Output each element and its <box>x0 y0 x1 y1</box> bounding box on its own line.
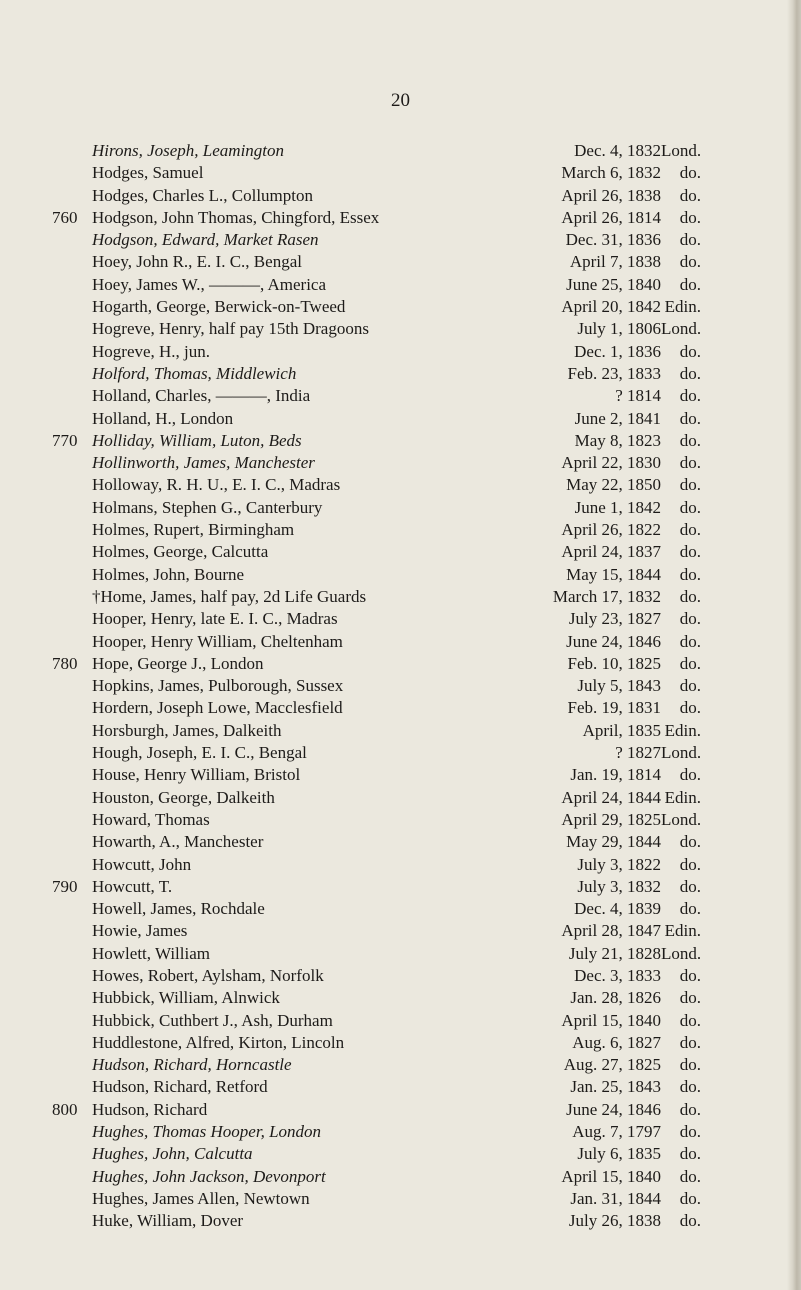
entry-date: Dec. 4, 1832 <box>574 141 661 160</box>
entry-place: Edin. <box>664 921 701 941</box>
entry-name: Houston, George, Dalkeith <box>92 787 275 807</box>
entry-place: Lond. <box>661 743 702 763</box>
entry-date: Jan. 28, 1826 <box>570 988 661 1008</box>
entry-row <box>0 1210 801 1232</box>
entry-row <box>0 564 801 586</box>
entry-row <box>0 1188 801 1210</box>
entry-date: April, 1835 <box>582 720 661 740</box>
entry-date: Feb. 10, 1825 <box>567 653 661 673</box>
entry-row <box>0 1121 801 1143</box>
entry-row <box>0 920 801 942</box>
entry-name: Hogarth, George, Berwick-on-Tweed <box>92 297 346 317</box>
entry-place: do. <box>679 1144 701 1164</box>
entry-date: ? 1814 <box>615 386 661 406</box>
entry-row <box>0 251 801 273</box>
entry-place: do. <box>679 185 701 205</box>
entry-row <box>0 408 801 430</box>
entry-date: April 29, 1825 <box>561 809 661 829</box>
entry-place: do. <box>679 542 701 562</box>
entry-date: May 22, 1850 <box>566 475 661 495</box>
entry-name: Hooper, Henry, late E. I. C., Madras <box>92 609 338 629</box>
entry-date: April 26, 1838 <box>561 185 661 205</box>
entry-date: Aug. 27, 1825 <box>563 1055 661 1075</box>
entry-place: do. <box>679 988 701 1008</box>
entry-row <box>0 608 801 630</box>
entry-place: do. <box>679 520 701 540</box>
entry-name: Holloway, R. H. U., E. I. C., Madras <box>92 475 341 495</box>
entry-row <box>0 296 801 318</box>
entry-date: June 25, 1840 <box>566 274 661 294</box>
entry-place: do. <box>679 1055 701 1075</box>
entry-place: do. <box>679 876 701 896</box>
entry-date: April 7, 1838 <box>569 252 661 272</box>
entry-row <box>0 1166 801 1188</box>
entry-place: Lond. <box>661 943 702 963</box>
entry-row <box>0 943 801 965</box>
entry-place: do. <box>679 631 701 651</box>
entry-row <box>0 631 801 653</box>
entry-name: Horsburgh, James, Dalkeith <box>92 720 282 740</box>
entry-date: Jan. 31, 1844 <box>570 1188 661 1208</box>
entry-date: Aug. 6, 1827 <box>572 1032 661 1052</box>
entry-place: do. <box>679 1211 701 1231</box>
entry-date: Feb. 23, 1833 <box>567 363 661 383</box>
entry-place: Lond. <box>661 809 702 829</box>
entry-name: Holford, Thomas, Middlewich <box>92 363 297 383</box>
entry-row <box>0 185 801 207</box>
entry-name: Howes, Robert, Aylsham, Norfolk <box>92 965 324 985</box>
entry-date: July 21, 1828 <box>568 943 661 963</box>
entry-row <box>0 831 801 853</box>
entry-row <box>0 162 801 184</box>
entry-place: do. <box>679 207 701 227</box>
entry-row <box>0 1076 801 1098</box>
entry-row <box>0 541 801 563</box>
entry-name: Hirons, Joseph, Leamington <box>92 141 285 160</box>
entry-date: May 15, 1844 <box>566 564 661 584</box>
entry-place: do. <box>679 1188 701 1208</box>
entry-name: Hudson, Richard <box>92 1099 208 1119</box>
entry-place: Lond. <box>661 319 702 339</box>
entry-date: June 1, 1842 <box>574 497 661 517</box>
entry-date: June 24, 1846 <box>566 631 661 651</box>
entry-date: April 15, 1840 <box>561 1166 661 1186</box>
entry-row <box>0 720 801 742</box>
entry-place: do. <box>679 363 701 383</box>
entry-number: 760 <box>52 207 78 227</box>
entry-date: July 6, 1835 <box>577 1144 661 1164</box>
entry-name: Hodgson, John Thomas, Chingford, Essex <box>92 207 380 227</box>
entry-name: House, Henry William, Bristol <box>92 765 301 785</box>
entry-place: do. <box>679 163 701 183</box>
entry-name: Hodges, Charles L., Collumpton <box>92 185 313 205</box>
entry-place: do. <box>679 274 701 294</box>
entry-name: Holmes, John, Bourne <box>92 564 245 584</box>
entry-name: Howlett, William <box>92 943 210 963</box>
entry-name: Huddlestone, Alfred, Kirton, Lincoln <box>92 1032 345 1052</box>
entry-date: July 1, 1806 <box>577 319 661 339</box>
entry-place: do. <box>679 609 701 629</box>
entry-row <box>0 497 801 519</box>
entry-row <box>0 697 801 719</box>
register-entries <box>0 140 801 1233</box>
entry-place: do. <box>679 676 701 696</box>
entry-date: Dec. 1, 1836 <box>574 341 661 361</box>
entry-place: do. <box>679 698 701 718</box>
entry-row <box>0 809 801 831</box>
entry-date: July 5, 1843 <box>577 676 661 696</box>
entry-name: Hollinworth, James, Manchester <box>92 453 315 473</box>
entry-name: Howie, James <box>92 921 188 941</box>
entry-name: Howell, James, Rochdale <box>92 899 265 919</box>
entry-row <box>0 385 801 407</box>
entry-row <box>0 987 801 1009</box>
entry-date: Dec. 4, 1839 <box>574 899 661 919</box>
entry-date: April 24, 1844 <box>561 787 661 807</box>
entry-row <box>0 363 801 385</box>
entry-date: July 26, 1838 <box>568 1211 661 1231</box>
entry-row <box>0 318 801 340</box>
entry-row <box>0 1054 801 1076</box>
entry-name: Holliday, William, Luton, Beds <box>92 430 302 450</box>
entry-date: April 24, 1837 <box>561 542 661 562</box>
entry-row <box>0 274 801 296</box>
entry-row <box>0 1143 801 1165</box>
entry-name: Holland, H., London <box>92 408 234 428</box>
entry-row <box>0 229 801 251</box>
entry-name: Hodges, Samuel <box>92 163 204 183</box>
entry-number: 780 <box>52 653 78 673</box>
entry-date: July 23, 1827 <box>568 609 661 629</box>
entry-name: Hopkins, James, Pulborough, Sussex <box>92 676 344 696</box>
entry-name: Hough, Joseph, E. I. C., Bengal <box>92 743 307 763</box>
entry-row <box>0 876 801 898</box>
entry-place: do. <box>679 586 701 606</box>
entry-place: Edin. <box>664 720 701 740</box>
entry-row <box>0 452 801 474</box>
entry-name: Hudson, Richard, Retford <box>92 1077 268 1097</box>
page-number: 20 <box>391 90 410 111</box>
entry-row <box>0 1032 801 1054</box>
entry-place: do. <box>679 453 701 473</box>
entry-name: Holland, Charles, ———, India <box>92 386 311 406</box>
entry-date: Dec. 3, 1833 <box>574 965 661 985</box>
entry-number: 770 <box>52 430 78 450</box>
entry-place: do. <box>679 1010 701 1030</box>
entry-date: April 22, 1830 <box>561 453 661 473</box>
entry-place: do. <box>679 1032 701 1052</box>
entry-row <box>0 341 801 363</box>
entry-name: Hughes, John Jackson, Devonport <box>92 1166 326 1186</box>
entry-place: Edin. <box>664 787 701 807</box>
entry-row <box>0 653 801 675</box>
entry-name: Hughes, Thomas Hooper, London <box>92 1122 322 1142</box>
entry-row <box>0 586 801 608</box>
entry-name: Hughes, John, Calcutta <box>92 1144 253 1164</box>
entry-date: March 17, 1832 <box>552 586 661 606</box>
entry-date: Aug. 7, 1797 <box>572 1122 661 1142</box>
entry-name: Hudson, Richard, Horncastle <box>92 1055 292 1075</box>
entry-row <box>0 140 801 162</box>
entry-place: do. <box>679 854 701 874</box>
entry-row <box>0 1099 801 1121</box>
entry-name: †Home, James, half pay, 2d Life Guards <box>92 586 367 606</box>
entry-place: do. <box>679 564 701 584</box>
entry-row <box>0 675 801 697</box>
entry-date: Jan. 25, 1843 <box>570 1077 661 1097</box>
entry-name: Howcutt, John <box>92 854 192 874</box>
entry-place: do. <box>679 230 701 250</box>
entry-place: do. <box>679 1166 701 1186</box>
entry-name: Huke, William, Dover <box>92 1211 244 1231</box>
entry-name: Holmes, George, Calcutta <box>92 542 269 562</box>
entry-row <box>0 430 801 452</box>
entry-row <box>0 207 801 229</box>
entry-date: May 29, 1844 <box>566 832 661 852</box>
entry-row <box>0 898 801 920</box>
entry-place: Edin. <box>664 297 701 317</box>
entry-date: Dec. 31, 1836 <box>565 230 661 250</box>
entry-place: do. <box>679 899 701 919</box>
entry-date: July 3, 1832 <box>577 876 661 896</box>
entry-place: do. <box>679 341 701 361</box>
entry-row <box>0 1010 801 1032</box>
entry-name: Hope, George J., London <box>92 653 264 673</box>
entry-place: do. <box>679 430 701 450</box>
entry-place: do. <box>679 832 701 852</box>
entry-place: do. <box>679 408 701 428</box>
entry-date: Jan. 19, 1814 <box>570 765 661 785</box>
entry-row <box>0 742 801 764</box>
entry-date: April 15, 1840 <box>561 1010 661 1030</box>
entry-name: Holmans, Stephen G., Canterbury <box>92 497 323 517</box>
entry-row <box>0 474 801 496</box>
entry-name: Howcutt, T. <box>92 876 173 896</box>
entry-row <box>0 764 801 786</box>
entry-place: do. <box>679 653 701 673</box>
entry-name: Hogreve, Henry, half pay 15th Dragoons <box>92 319 369 339</box>
entry-name: Hoey, James W., ———, America <box>92 274 327 294</box>
entry-place: do. <box>679 1099 701 1119</box>
entry-name: Hoey, John R., E. I. C., Bengal <box>92 252 302 272</box>
entry-date: June 2, 1841 <box>574 408 661 428</box>
entry-place: do. <box>679 965 701 985</box>
entry-name: Howard, Thomas <box>92 809 210 829</box>
entry-place: do. <box>679 1122 701 1142</box>
entry-date: June 24, 1846 <box>566 1099 661 1119</box>
entry-date: Feb. 19, 1831 <box>567 698 661 718</box>
entry-name: Hooper, Henry William, Cheltenham <box>92 631 343 651</box>
entry-name: Hodgson, Edward, Market Rasen <box>92 230 319 250</box>
entry-date: March 6, 1832 <box>561 163 661 183</box>
entry-date: May 8, 1823 <box>574 430 661 450</box>
entry-date: ? 1827 <box>615 743 661 763</box>
entry-name: Hubbick, Cuthbert J., Ash, Durham <box>92 1010 333 1030</box>
entry-name: Hogreve, H., jun. <box>92 341 211 361</box>
entry-place: do. <box>679 1077 701 1097</box>
entry-row <box>0 854 801 876</box>
entry-date: April 28, 1847 <box>561 921 661 941</box>
entry-date: April 26, 1814 <box>561 207 661 227</box>
entry-place: do. <box>679 497 701 517</box>
entry-place: do. <box>679 252 701 272</box>
entry-date: April 26, 1822 <box>561 520 661 540</box>
entry-name: Hordern, Joseph Lowe, Macclesfield <box>92 698 343 718</box>
entry-date: April 20, 1842 <box>561 297 661 317</box>
entry-name: Holmes, Rupert, Birmingham <box>92 520 295 540</box>
entry-name: Hughes, James Allen, Newtown <box>92 1188 310 1208</box>
entry-number: 800 <box>52 1099 78 1119</box>
entry-place: do. <box>679 386 701 406</box>
entry-number: 790 <box>52 876 78 896</box>
entry-place: Lond. <box>661 141 702 160</box>
entry-row <box>0 519 801 541</box>
entry-place: do. <box>679 475 701 495</box>
entry-row <box>0 965 801 987</box>
entry-place: do. <box>679 765 701 785</box>
entry-name: Hubbick, William, Alnwick <box>92 988 280 1008</box>
entry-row <box>0 787 801 809</box>
entry-date: July 3, 1822 <box>577 854 661 874</box>
entry-name: Howarth, A., Manchester <box>92 832 264 852</box>
